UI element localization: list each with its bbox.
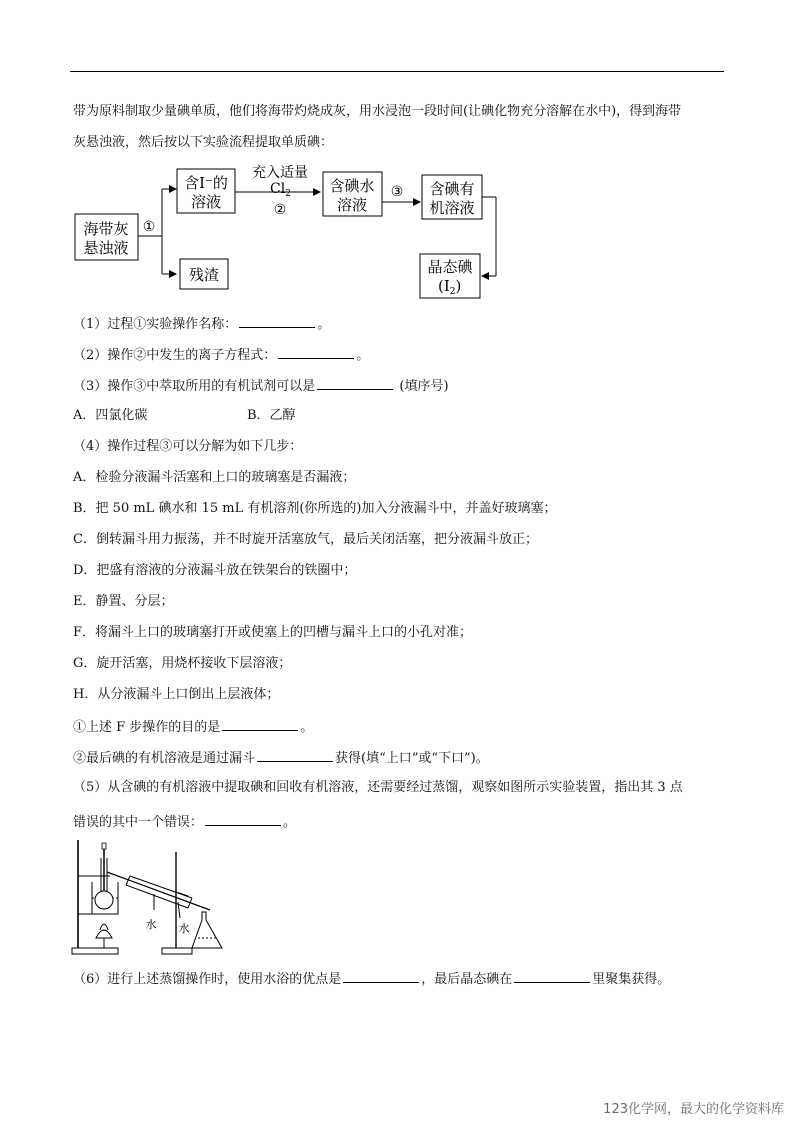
header-rule (70, 71, 724, 72)
question-3: （3）操作③中萃取所用的有机试剂可以是 (填序号) (73, 379, 449, 394)
intro-line-1: 带为原料制取少量碘单质，他们将海带灼烧成灰，用水浸泡一段时间(让碘化物充分溶解在水中)，得到海带 (73, 104, 682, 119)
answer-blank-q3[interactable] (317, 377, 393, 390)
step-2-number: ② (273, 202, 287, 218)
question-4-sub-2: ②最后碘的有机溶液是通过漏斗 获得(填“上口”或“下口”)。 (73, 751, 489, 766)
distillation-apparatus (70, 838, 235, 958)
water-label-2: 水 (178, 922, 190, 935)
answer-blank-q1[interactable] (239, 315, 315, 328)
answer-blank-q5[interactable] (205, 813, 281, 826)
box-crystal-name: 晶态碘 (427, 258, 473, 276)
footer-watermark: 123化学网，最大的化学资料库 (603, 1102, 784, 1117)
q4-step-g: G．旋开活塞，用烧杯接收下层溶液； (73, 656, 292, 671)
step-3-label: ③ (390, 184, 404, 200)
box-organic-line1: 含碘有 (429, 180, 475, 198)
q4-step-c: C．倒转漏斗用力振荡，并不时旋开活塞放气，最后关闭活塞，把分液漏斗放正； (73, 532, 538, 547)
step-1-label: ① (142, 219, 156, 235)
water-label-1: 水 (145, 918, 157, 931)
intro-line-2: 灰悬浊液，然后按以下实验流程提取单质碘： (73, 135, 334, 150)
box-iodide-line2: 溶液 (190, 193, 222, 211)
question-3-option-a: A．四氯化碳 (73, 408, 148, 423)
question-6: （6）进行上述蒸馏操作时，使用水浴的优点是 ，最后晶态碘在 里聚集获得。 (73, 972, 671, 987)
q4-step-a: A．检验分液漏斗活塞和上口的玻璃塞是否漏液； (73, 470, 356, 485)
q4-step-f: F．将漏斗上口的玻璃塞打开或使塞上的凹槽与漏斗上口的小孔对准； (73, 625, 473, 640)
step-2-label: 充入适量 (252, 165, 308, 181)
answer-blank-q6-1[interactable] (343, 970, 419, 983)
q4-step-h: H．从分液漏斗上口倒出上层液体； (73, 687, 280, 702)
answer-blank-q4-2[interactable] (257, 749, 333, 762)
answer-blank-q4-1[interactable] (222, 718, 298, 731)
box-iodide-line1: 含I⁻的 (184, 174, 228, 192)
question-1: （1）过程①实验操作名称： 。 (73, 317, 331, 332)
q4-step-b: B．把 50 mL 碘水和 15 mL 有机溶剂(你所选的)加入分液漏斗中，并盖好玻璃塞； (73, 501, 557, 516)
box-seaweed-line1: 海带灰 (83, 220, 129, 238)
question-4-intro: （4）操作过程③可以分解为如下几步： (73, 439, 303, 454)
question-5-line-1: （5）从含碘的有机溶液中提取碘和回收有机溶液，还需要经过蒸馏，观察如图所示实验装置，指出其 3 点 (73, 780, 683, 795)
question-5-line-2: 错误的其中一个错误： 。 (73, 815, 297, 830)
answer-blank-q6-2[interactable] (514, 970, 590, 983)
box-crystal-formula: $(I_2)$ (438, 277, 462, 297)
step-2-reagent: $Cl_2$ (270, 181, 291, 199)
flowchart (70, 162, 500, 300)
q4-step-d: D．把盛有溶液的分液漏斗放在铁架台的铁圈中； (73, 563, 357, 578)
question-3-option-b: B．乙醇 (247, 408, 296, 423)
question-4-sub-1: ①上述 F 步操作的目的是 。 (73, 720, 314, 735)
box-iodine-water-line2: 溶液 (336, 196, 368, 214)
box-organic-line2: 机溶液 (429, 199, 475, 217)
question-2: （2）操作②中发生的离子方程式： 。 (73, 348, 370, 363)
q4-step-e: E．静置、分层； (73, 594, 174, 609)
box-seaweed-line2: 悬浊液 (83, 239, 129, 257)
answer-blank-q2[interactable] (278, 346, 354, 359)
box-residue-label: 残渣 (188, 266, 220, 284)
box-iodine-water-line1: 含碘水 (329, 177, 375, 195)
